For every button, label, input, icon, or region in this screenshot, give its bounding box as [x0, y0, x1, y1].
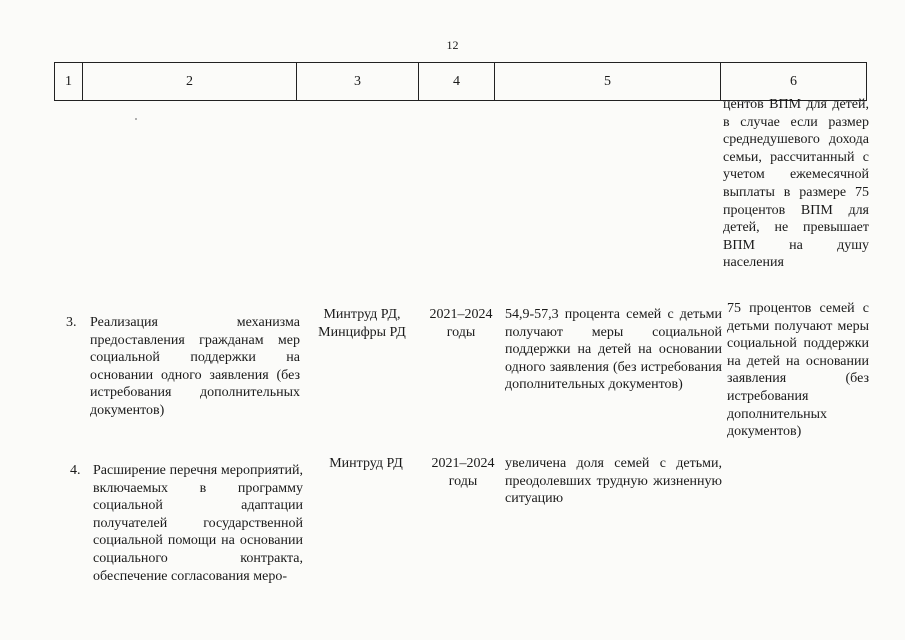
column-header-cell: 6: [721, 63, 867, 101]
column-header-row: [55, 63, 867, 101]
measure-text: Реализация механизма предоставления гражданам мер социальной поддержки на основании одного заявления (без истребования дополнительных документов): [90, 315, 300, 418]
column-header-cell: 2: [83, 63, 297, 101]
measure-text: Расширение перечня мероприятий, включаемых в программу социальной адаптации получателей государственной социальной помощи на основании социального контракта, обеспечение согласования меро-: [93, 463, 303, 584]
row-number: 4.: [70, 463, 81, 478]
row-number: 3.: [66, 315, 77, 330]
column-header-cell: 4: [419, 63, 495, 101]
period-text: 2021–2024 годы: [429, 307, 493, 340]
result-text: 54,9-57,3 процента семей с детьми получают меры социальной поддержки на детей на основании одного заявления (без истребования дополнительных документов): [505, 307, 722, 393]
page-number: 12: [446, 38, 459, 52]
period-text: 2021–2024 годы: [431, 456, 495, 489]
column-header-cell: 3: [297, 63, 419, 101]
result-text: увеличена доля семей с детьми, преодолевших трудную жизненную ситуацию: [505, 456, 722, 507]
indicator-text: 75 процентов семей с детьми получают меры социальной поддержки на детей на основании заявления (без истребования дополнительных документов): [727, 301, 869, 440]
executors-text: Минтруд РД, Минцифры РД: [318, 307, 406, 340]
column-header-cell: 1: [55, 63, 83, 101]
column-header-cell: 5: [495, 63, 721, 101]
continued-indicator-text: центов ВПМ для детей, в случае если размер среднедушевого дохода семьи, рассчитанный с учетом ежемесячной выплаты в размере 75 процентов ВПМ для детей, не превышает ВПМ на душу населения: [723, 97, 869, 271]
scan-speck: [135, 118, 137, 120]
executors-text: Минтруд РД: [329, 456, 403, 471]
